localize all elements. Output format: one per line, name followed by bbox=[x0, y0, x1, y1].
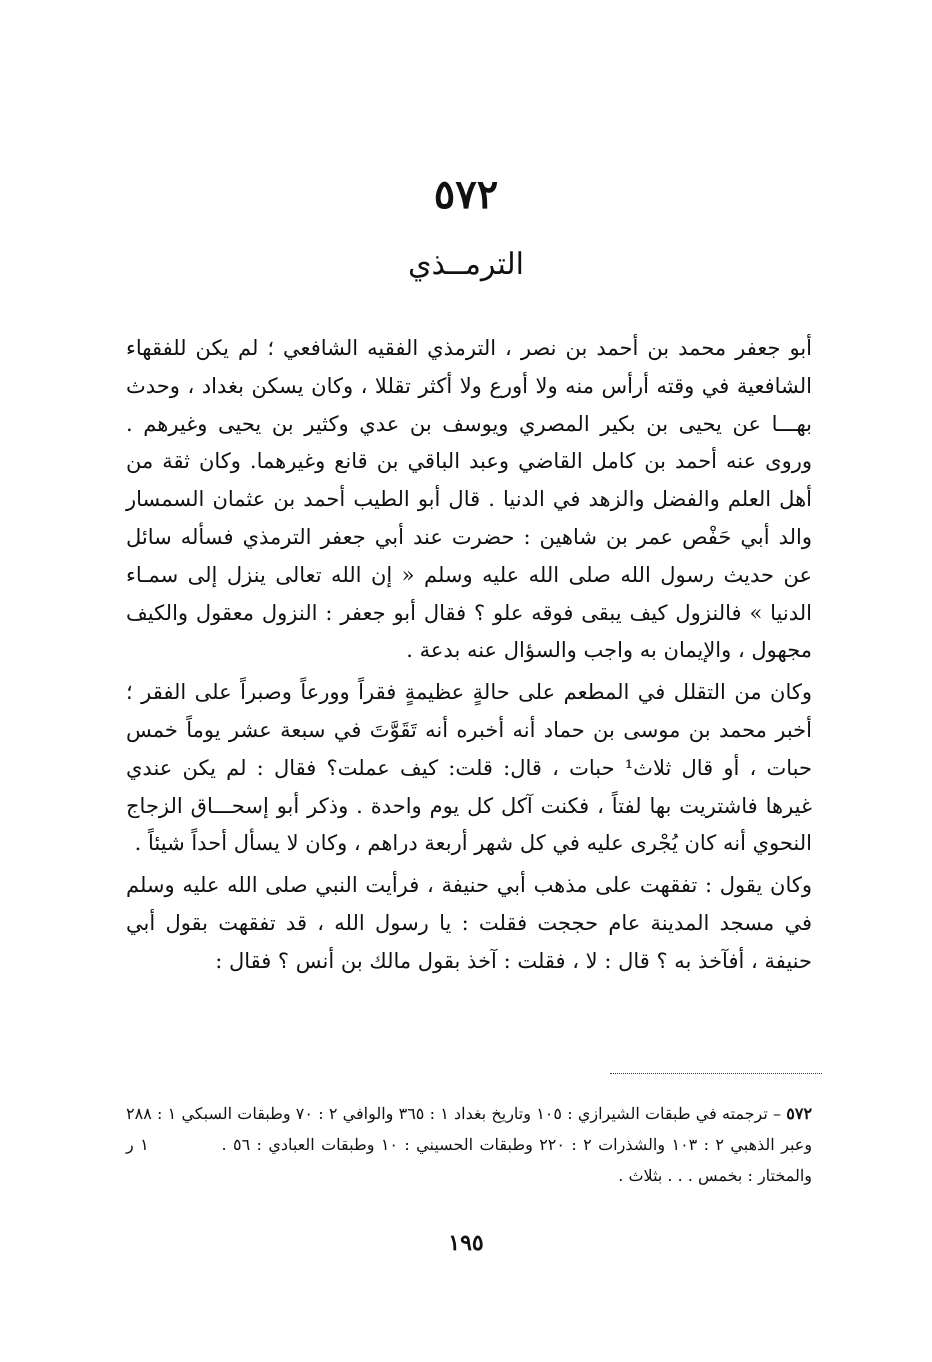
footnote-variant: ١ ر والمختار : بخمس . . . بثلاث . bbox=[126, 1135, 812, 1185]
footnote-sources bbox=[126, 1098, 812, 1191]
body-text bbox=[126, 330, 812, 981]
footnote-sources-text: – ترجمته في طبقات الشيرازي : ١٠٥ وتاريخ بغداد ١ : ٣٦٥ والوافي ٢ : ٧٠ وطبقات السبكي ١ : ٢٨٨ وعبر الذهبي ٢ : ١٠٣ والشذرات ٢ : ٢٢٠ وطبقات الحسيني : ١٠ وطبقات العبادي : ٥٦ . bbox=[126, 1104, 813, 1154]
paragraph-2: وكان من التقلل في المطعم على حالةٍ عظيمةٍ فقراً وورعاً وصبراً على الفقر ؛ أخبر محمد بن موسى بن حماد أنه أخبره أنه تَقَوَّتَ في سبعة عشر يوماً خمس حبات ، أو قال ثلاث¹ حبات ، قال: قلت: كيف عملت؟ فقال : لم يكن عندي غيرها فاشتريت بها لفتاً ، فكنت آكل كل يوم واحدة . وذكر أبو إسحـــاق الزجاج النحوي أنه كان يُجْرى عليه في كل شهر أربعة دراهم ، وكان لا يسأل أحداً شيئاً . bbox=[126, 680, 812, 856]
footnote-divider bbox=[610, 1073, 822, 1074]
entry-title: الترمــذي bbox=[408, 247, 524, 282]
entry-number: ٥٧٢ bbox=[433, 171, 499, 218]
page-number: ١٩٥ bbox=[448, 1230, 484, 1256]
paragraph-3: وكان يقول : تفقهت على مذهب أبي حنيفة ، فرأيت النبي صلى الله عليه وسلم في مسجد المدينة عام حججت فقلت : يا رسول الله ، قد تفقهت بقول أبي حنيفة ، أفآخذ به ؟ قال : لا ، فقلت : آخذ بقول مالك بن أنس ؟ فقال : bbox=[126, 873, 812, 973]
footnotes bbox=[126, 1098, 812, 1191]
footnote-marker: ٥٧٢ bbox=[786, 1104, 813, 1123]
paragraph-1: أبو جعفر محمد بن أحمد بن نصر ، الترمذي الفقيه الشافعي ؛ لم يكن للفقهاء الشافعية في وقته أرأس منه ولا أورع ولا أكثر تقللا ، وكان يسكن بغداد ، وحدث بهـــا عن يحيى بن بكير المصري ويوسف بن عدي وكثير بن يحيى وغيرهم . وروى عنه أحمد بن كامل القاضي وعبد الباقي بن قانع وغيرهما. وكان ثقة من أهل العلم والفضل والزهد في الدنيا . قال أبو الطيب أحمد بن عثمان السمسار والد أبي حَفْص عمر بن شاهين : حضرت عند أبي جعفر الترمذي فسأله سائل عن حديث رسول الله صلى الله عليه وسلم « إن الله تعالى ينزل إلى سمـاء الدنيا » فالنزول كيف يبقى فوقه علو ؟ فقال أبو جعفر : النزول معقول والكيف مجهول ، والإيمان به واجب والسؤال عنه بدعة . bbox=[126, 336, 812, 663]
